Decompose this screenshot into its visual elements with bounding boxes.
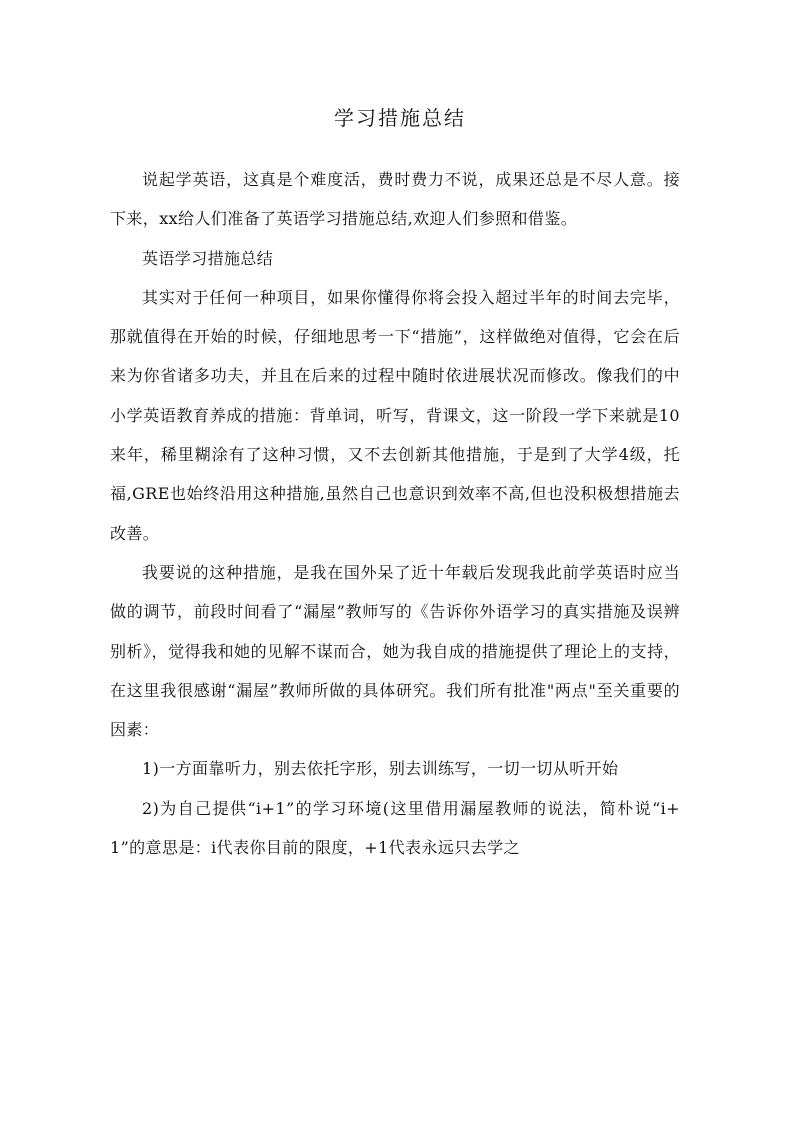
paragraph-point-2: 2)为自己提供“i+1”的学习环境(这里借用漏屋教师的说法，简朴说“i+1”的意思是：i代表你目前的限度，+1代表永远只去学之: [110, 798, 680, 858]
paragraph-methods: 其实对于任何一种项目，如果你懂得你将会投入超过半年的时间去完毕，那就值得在开始的时候，仔细地思考一下“措施”，这样做绝对值得，它会在后来为你省诸多功夫，并且在后来的过程中随时依进展状况而修改。像我们的中小学英语教育养成的措施：背单词，听写，背课文，这一阶段一学下来就是10来年，稀里糊涂有了这种习惯，又不去创新其他措施，于是到了大学4级，托福,GRE也始终沿用这种措施,虽然自己也意识到效率不高,但也没积极想措施去改善。: [110, 287, 680, 543]
paragraph-adjustment: 我要说的这种措施，是我在国外呆了近十年载后发现我此前学英语时应当做的调节，前段时间看了“漏屋”教师写的《告诉你外语学习的真实措施及误辨别析》，觉得我和她的见解不谋而合，她为我自成的措施提供了理论上的支持，在这里我很感谢“漏屋”教师所做的具体研究。我们所有批准"两点"至关重要的因素：: [110, 562, 680, 740]
paragraph-intro: 说起学英语，这真是个难度活，费时费力不说，成果还总是不尽人意。接下来，xx给人们准备了英语学习措施总结,欢迎人们参照和借鉴。: [110, 170, 680, 229]
document-body: [110, 160, 680, 867]
paragraph-point-1: 1)一方面靠听力，别去依托字形，别去训练写，一切一切从听开始: [142, 759, 619, 779]
section-heading: 英语学习措施总结: [142, 248, 274, 268]
document-title: 学习措施总结: [334, 106, 466, 130]
